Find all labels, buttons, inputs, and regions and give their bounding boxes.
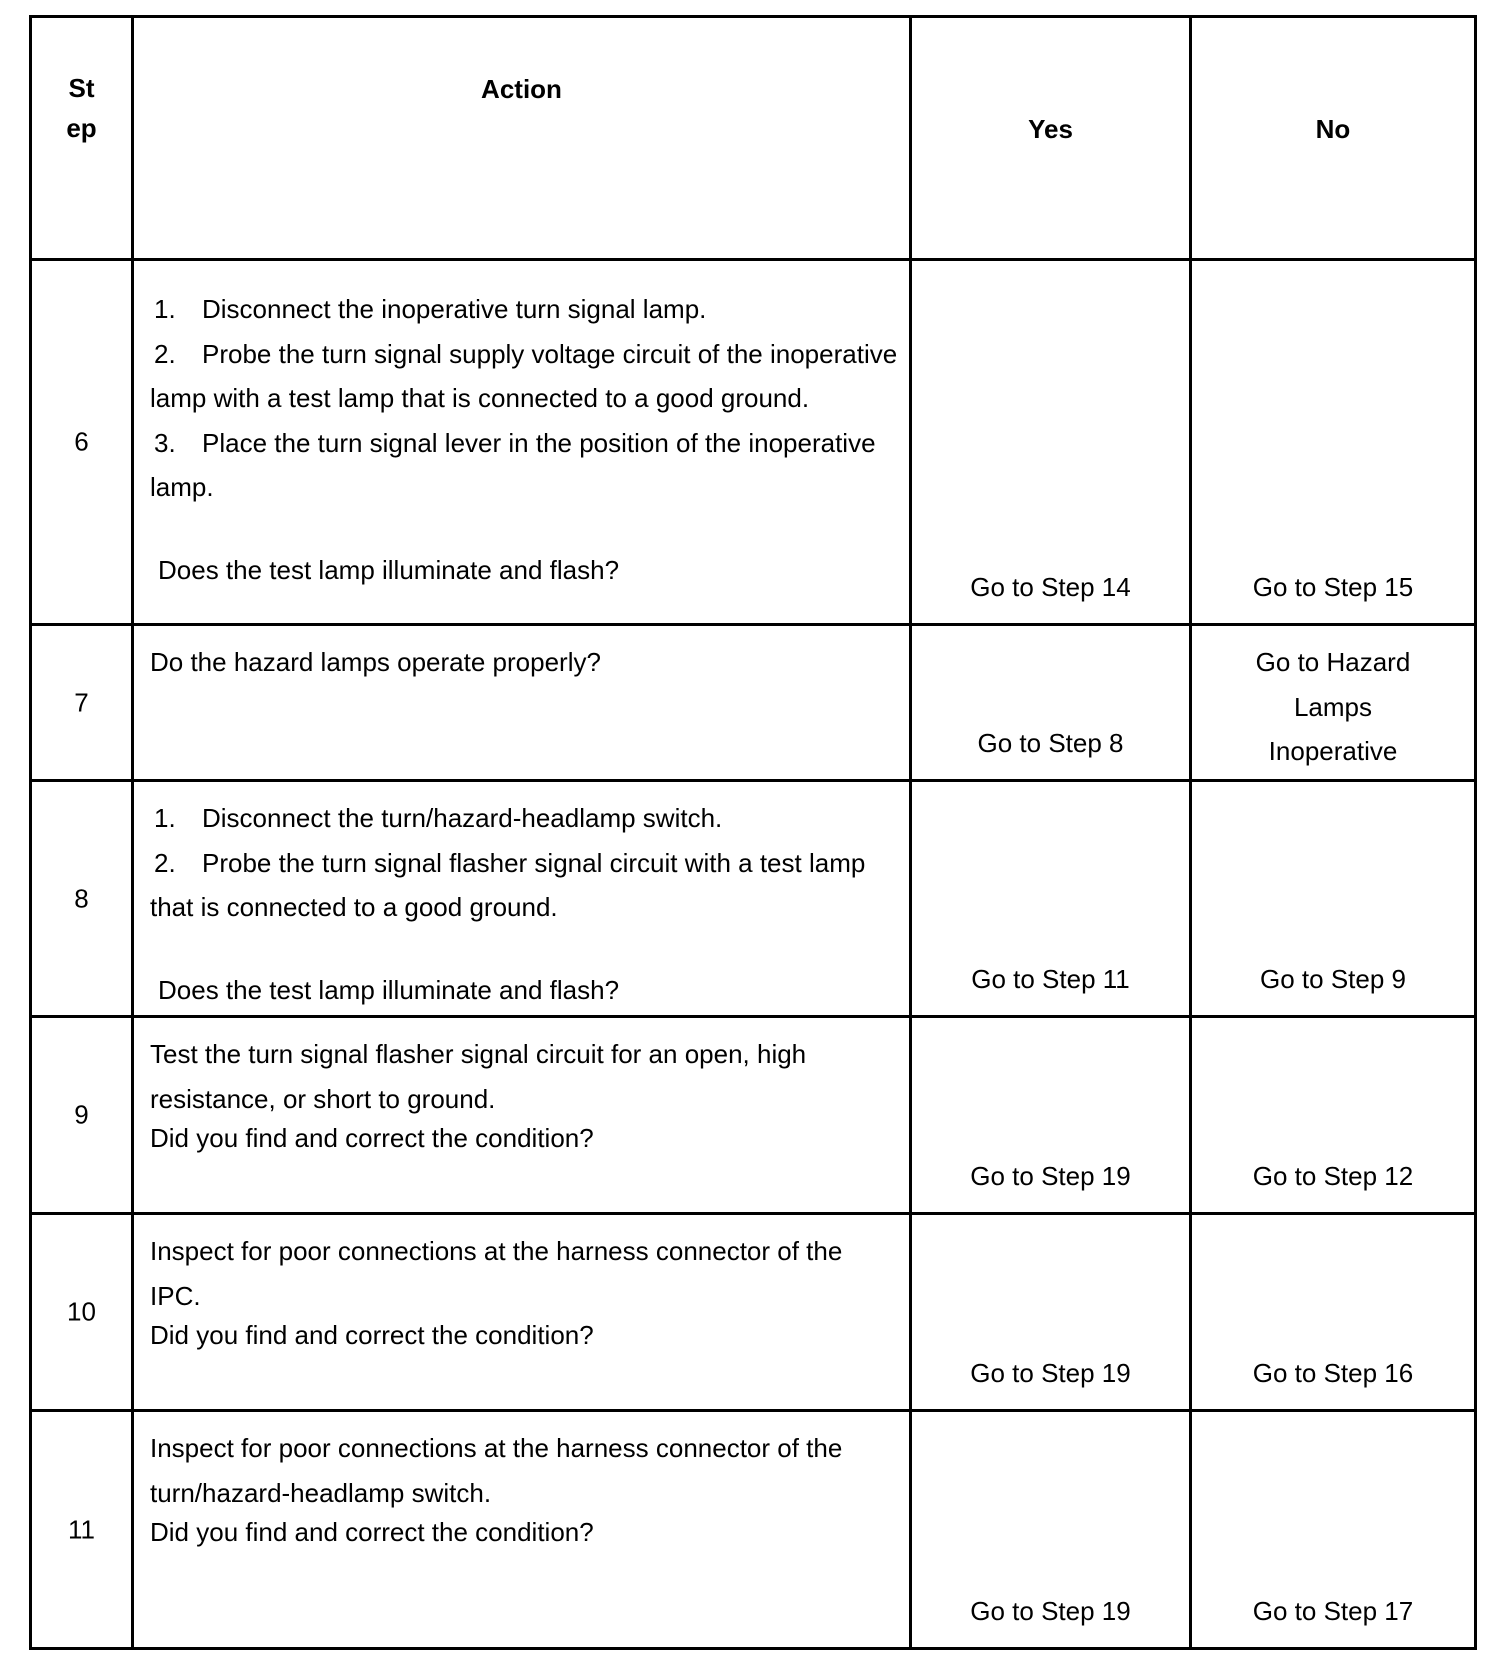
no-cell xyxy=(1191,1411,1476,1649)
action-item: 2. Probe the turn signal flasher signal circuit with a test lamp that is connected to a good ground. xyxy=(150,847,866,922)
table-row xyxy=(31,1411,1476,1649)
table-row xyxy=(31,1214,1476,1411)
action-item: 1. Disconnect the turn/hazard-headlamp switch. xyxy=(154,803,723,833)
action-question: Did you find and correct the condition? xyxy=(150,1517,594,1547)
step-number: 9 xyxy=(74,1099,89,1130)
action-item: 2. Probe the turn signal supply voltage circuit of the inoperative lamp with a test lamp that is connected to a good ground. xyxy=(150,338,898,413)
yes-result: Go to Step 19 xyxy=(970,1596,1131,1626)
action-cell xyxy=(133,1214,911,1411)
step-number: 8 xyxy=(74,883,89,913)
action-question: Does the test lamp illuminate and flash? xyxy=(158,974,620,1005)
action-cell xyxy=(133,1411,911,1649)
no-result-line: Inoperative xyxy=(1268,736,1398,766)
action-question: Does the test lamp illuminate and flash? xyxy=(158,554,620,585)
no-cell xyxy=(1191,625,1476,781)
header-step xyxy=(31,17,133,260)
step-cell xyxy=(31,1411,133,1649)
no-result-line: Lamps xyxy=(1293,691,1373,722)
table-row xyxy=(31,1017,1476,1214)
header-step-line1: St xyxy=(68,73,95,103)
no-cell xyxy=(1191,260,1476,625)
table-row xyxy=(31,781,1476,1017)
header-step-line2: ep xyxy=(66,113,97,143)
action-question: Do the hazard lamps operate properly? xyxy=(150,647,601,677)
action-item: 3. Place the turn signal lever in the position of the inoperative lamp. xyxy=(150,427,876,502)
yes-cell xyxy=(911,625,1191,781)
no-cell xyxy=(1191,1214,1476,1411)
step-number: 11 xyxy=(68,1514,95,1544)
step-number: 6 xyxy=(74,426,89,457)
step-cell xyxy=(31,781,133,1017)
action-question: Did you find and correct the condition? xyxy=(150,1320,594,1350)
yes-result: Go to Step 19 xyxy=(970,1161,1131,1191)
action-item: 1. Disconnect the inoperative turn signal lamp. xyxy=(154,294,707,324)
table-row xyxy=(31,625,1476,781)
no-cell xyxy=(1191,1017,1476,1214)
step-number: 7 xyxy=(74,687,89,717)
header-action: Action xyxy=(133,17,911,260)
yes-result: Go to Step 11 xyxy=(971,964,1130,994)
step-cell xyxy=(31,260,133,625)
yes-cell xyxy=(911,1411,1191,1649)
header-no: No xyxy=(1191,17,1476,260)
yes-cell xyxy=(911,781,1191,1017)
action-text: Test the turn signal flasher signal circuit for an open, high resistance, or short to ground. xyxy=(150,1039,807,1114)
no-result: Go to Step 12 xyxy=(1252,1161,1414,1191)
yes-result: Go to Step 19 xyxy=(970,1358,1131,1388)
action-cell xyxy=(133,1017,911,1214)
action-cell xyxy=(133,260,911,625)
no-result-line: Go to Hazard xyxy=(1255,647,1411,677)
yes-result: Go to Step 14 xyxy=(970,572,1131,602)
header-yes: Yes xyxy=(911,17,1191,260)
table-row xyxy=(31,260,1476,625)
action-cell xyxy=(133,625,911,781)
action-cell xyxy=(133,781,911,1017)
action-text: Inspect for poor connections at the harness connector of the turn/hazard-headlamp switch. xyxy=(150,1433,843,1508)
no-result: Go to Step 15 xyxy=(1252,572,1414,602)
step-cell xyxy=(31,1214,133,1411)
step-cell xyxy=(31,625,133,781)
action-text: Inspect for poor connections at the harness connector of the IPC. xyxy=(150,1236,843,1311)
no-result: Go to Step 17 xyxy=(1252,1596,1414,1626)
yes-cell xyxy=(911,260,1191,625)
header-row xyxy=(31,17,1476,260)
step-cell xyxy=(31,1017,133,1214)
no-result: Go to Step 9 xyxy=(1260,964,1406,994)
no-result: Go to Step 16 xyxy=(1252,1358,1414,1388)
yes-cell xyxy=(911,1017,1191,1214)
yes-cell xyxy=(911,1214,1191,1411)
yes-result: Go to Step 8 xyxy=(977,728,1124,758)
step-number: 10 xyxy=(67,1296,96,1327)
diagnostic-table xyxy=(29,15,1477,1650)
no-cell xyxy=(1191,781,1476,1017)
action-question: Did you find and correct the condition? xyxy=(150,1123,594,1153)
